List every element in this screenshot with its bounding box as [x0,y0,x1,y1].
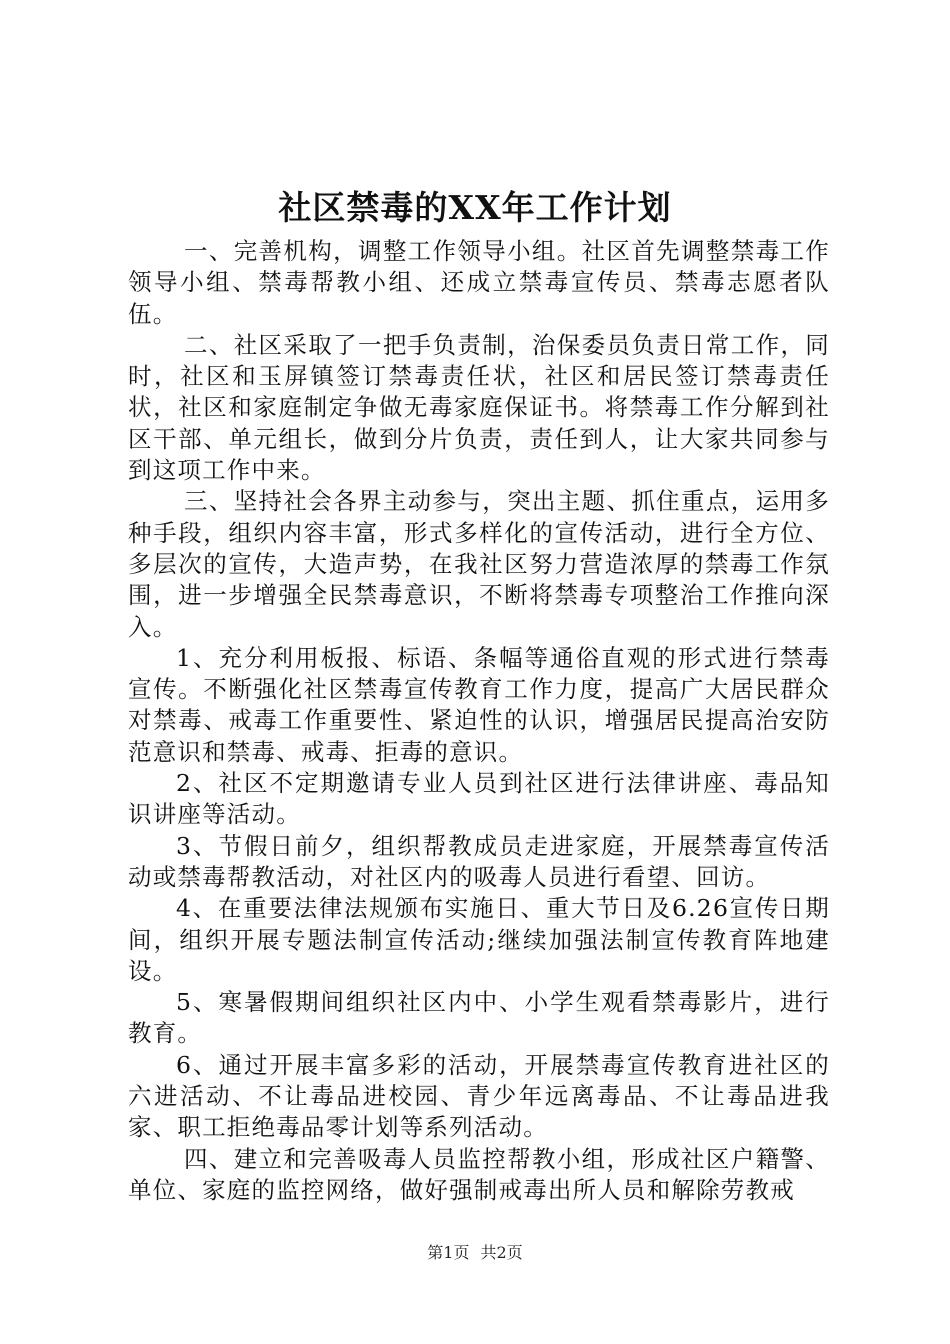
page-footer [0,1242,950,1264]
paragraph-item-5: 5、寒暑假期间组织社区内中、小学生观看禁毒影片，进行教育。 [128,988,830,1048]
page-number: 第1页 [427,1243,470,1262]
paragraph-item-6: 6、通过开展丰富多彩的活动，开展禁毒宣传教育进社区的六进活动、不让毒品进校园、青少年远离毒品、不让毒品进我家、职工拒绝毒品零计划等系列活动。 [128,1050,830,1142]
paragraph-item-4: 4、在重要法律法规颁布实施日、重大节日及6.26宣传日期间，组织开展专题法制宣传活动;继续加强法制宣传教育阵地建设。 [128,894,830,985]
paragraph-section-3: 三、坚持社会各界主动参与，突出主题、抓住重点，运用多种手段，组织内容丰富，形式多样化的宣传活动，进行全方位、多层次的宣传，大造声势，在我社区努力营造浓厚的禁毒工作氛围，进一步增强全民禁毒意识，不断将禁毒专项整治工作推向深入。 [128,487,830,641]
paragraph-section-4: 四、建立和完善吸毒人员监控帮教小组，形成社区户籍警、单位、家庭的监控网络，做好强制戒毒出所人员和解除劳教戒 [128,1144,830,1204]
paragraph-item-2: 2、社区不定期邀请专业人员到社区进行法律讲座、毒品知识讲座等活动。 [128,769,830,829]
document-title: 社区禁毒的XX年工作计划 [278,188,672,227]
paragraph-item-3: 3、节假日前夕，组织帮教成员走进家庭，开展禁毒宣传活动或禁毒帮教活动，对社区内的吸毒人员进行看望、回访。 [128,831,830,891]
page-total: 共2页 [480,1243,523,1262]
document-body [128,236,830,1206]
paragraph-item-1: 1、充分利用板报、标语、条幅等通俗直观的形式进行禁毒宣传。不断强化社区禁毒宣传教育工作力度，提高广大居民群众对禁毒、戒毒工作重要性、紧迫性的认识，增强居民提高治安防范意识和禁毒、戒毒、拒毒的意识。 [128,643,830,766]
paragraph-section-2: 二、社区采取了一把手负责制，治保委员负责日常工作，同时，社区和玉屏镇签订禁毒责任状，社区和居民签订禁毒责任状，社区和家庭制定争做无毒家庭保证书。将禁毒工作分解到社区干部、单元组长，做到分片负责，责任到人，让大家共同参与到这项工作中来。 [128,330,830,485]
paragraph-section-1: 一、完善机构，调整工作领导小组。社区首先调整禁毒工作领导小组、禁毒帮教小组、还成立禁毒宣传员、禁毒志愿者队伍。 [128,237,830,328]
